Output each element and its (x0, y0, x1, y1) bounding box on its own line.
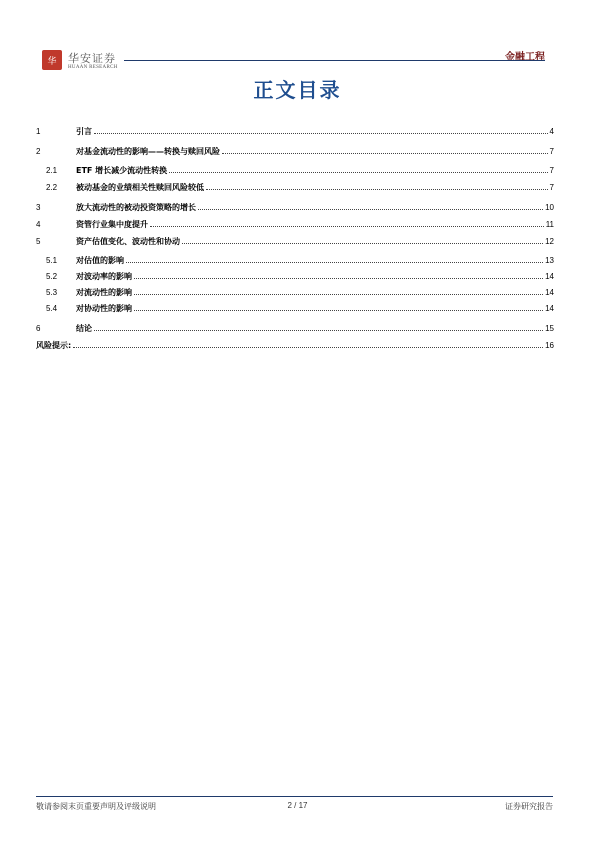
toc-entry[interactable] (36, 166, 554, 176)
toc-dot-leader (182, 242, 543, 244)
toc-dot-leader (94, 329, 543, 331)
toc-entry-title: 对基金流动性的影响——转换与赎回风险 (76, 147, 220, 156)
toc-entry-title: 资管行业集中度提升 (76, 220, 148, 229)
toc-entry-number: 5.2 (46, 272, 58, 281)
header-divider (124, 60, 545, 61)
toc-entry-number: 2.2 (46, 183, 58, 192)
toc-entry-title: 放大流动性的被动投资策略的增长 (76, 203, 196, 212)
toc-entry-number: 2.1 (46, 166, 58, 175)
toc-entry-page: 7 (549, 166, 554, 175)
toc-entry-number: 5.4 (46, 304, 58, 313)
page-title: 正文目录 (253, 78, 342, 102)
toc-dot-leader (94, 132, 548, 134)
footer-divider (36, 796, 553, 797)
toc-entry[interactable] (36, 237, 554, 247)
toc-entry[interactable] (36, 324, 554, 334)
toc-entry-number: 5.3 (46, 288, 58, 297)
toc-dot-leader (206, 188, 548, 190)
toc-entry[interactable] (36, 304, 554, 314)
brand-name: 华安证券 (68, 52, 116, 65)
toc-entry-title: 资产估值变化、波动性和协动 (76, 237, 180, 246)
toc-dot-leader (134, 309, 543, 311)
footer-disclaimer: 敬请参阅末页重要声明及评级说明 (36, 802, 156, 811)
toc-entry-number: 5 (36, 237, 41, 246)
toc-entry[interactable] (36, 220, 554, 230)
toc-entry-number: 3 (36, 203, 41, 212)
toc-entry[interactable] (36, 127, 554, 137)
toc-entry-page: 15 (545, 324, 554, 333)
toc-dot-leader (73, 346, 543, 348)
toc-dot-leader (222, 152, 548, 154)
toc-entry-number: 4 (36, 220, 41, 229)
toc-entry-title: 风险提示: (36, 341, 72, 350)
brand-name-en: HUAAN RESEARCH (68, 65, 118, 70)
toc-entry-number: 5.1 (46, 256, 58, 265)
table-of-contents (36, 127, 554, 351)
toc-entry-number: 2 (36, 147, 41, 156)
toc-dot-leader (198, 208, 543, 210)
toc-entry[interactable] (36, 183, 554, 193)
toc-entry-number: 1 (36, 127, 41, 136)
toc-entry-number: 6 (36, 324, 41, 333)
toc-entry-title: 对流动性的影响 (76, 288, 132, 297)
toc-dot-leader (169, 171, 547, 173)
toc-entry-page: 13 (545, 256, 554, 265)
toc-entry-page: 11 (545, 220, 554, 229)
toc-entry[interactable] (36, 203, 554, 213)
toc-entry-page: 12 (545, 237, 554, 246)
toc-entry-page: 16 (545, 341, 554, 350)
toc-entry-page: 7 (549, 183, 554, 192)
toc-entry-title: 被动基金的业绩相关性赎回风险较低 (76, 183, 204, 192)
toc-entry-page: 4 (549, 127, 554, 136)
toc-entry-title: 对波动率的影响 (76, 272, 132, 281)
toc-dot-leader (126, 261, 543, 263)
company-logo-icon: 华 (42, 50, 62, 70)
toc-dot-leader (134, 277, 543, 279)
toc-entry[interactable] (36, 288, 554, 298)
toc-dot-leader (134, 293, 543, 295)
section-label: 金融工程 (505, 52, 545, 63)
report-type: 证券研究报告 (505, 802, 553, 811)
toc-entry-page: 14 (545, 272, 554, 281)
toc-dot-leader (150, 225, 544, 227)
toc-entry-page: 7 (549, 147, 554, 156)
toc-entry-title: 结论 (76, 324, 92, 333)
toc-entry[interactable] (36, 272, 554, 282)
toc-entry-title: 引言 (76, 127, 92, 136)
toc-entry-title: 对协动性的影响 (76, 304, 132, 313)
toc-entry[interactable] (36, 341, 554, 351)
toc-entry[interactable] (36, 147, 554, 157)
toc-entry-page: 14 (545, 288, 554, 297)
toc-entry-page: 14 (545, 304, 554, 313)
toc-entry[interactable] (36, 256, 554, 266)
toc-entry-title: 对估值的影响 (76, 256, 124, 265)
toc-entry-page: 10 (545, 203, 554, 212)
page-number: 2 / 17 (287, 801, 308, 810)
toc-entry-title: ETF 增长减少流动性转换 (76, 166, 168, 175)
